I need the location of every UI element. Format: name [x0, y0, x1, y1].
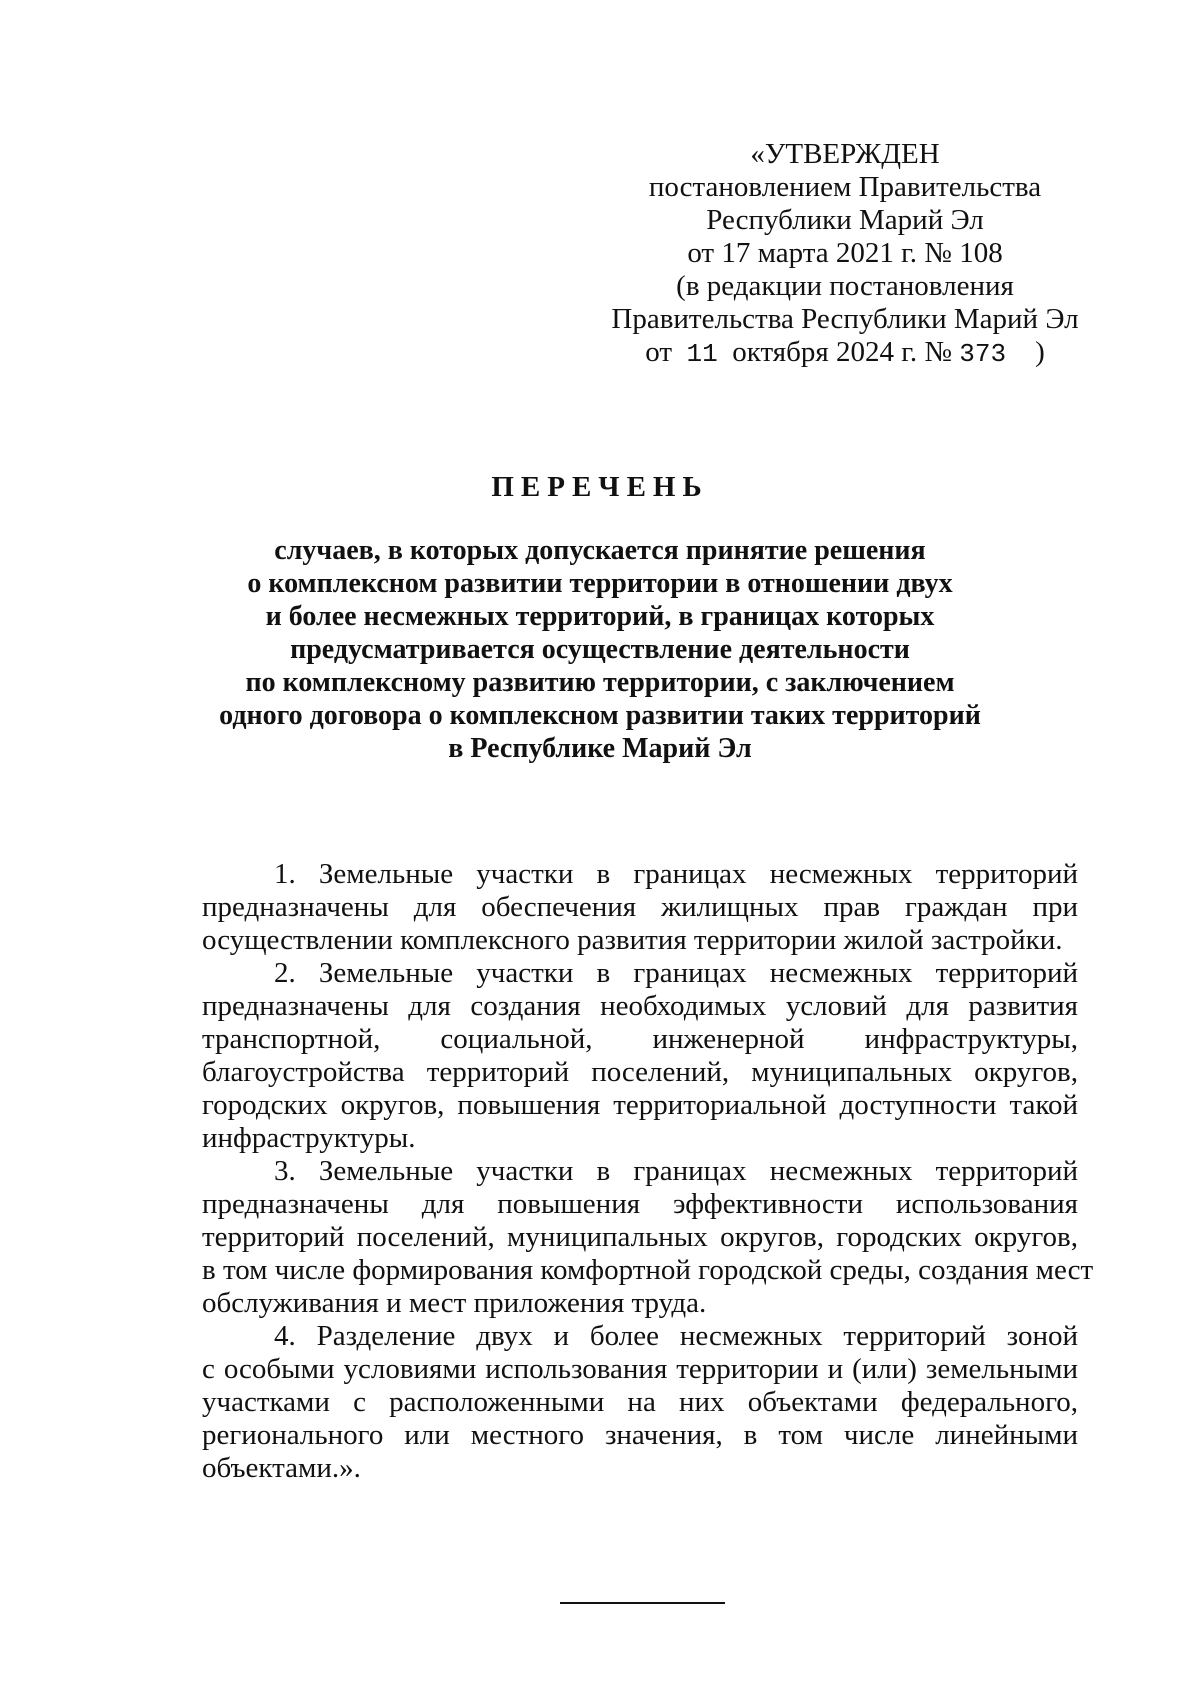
- paragraph-line: в том числе формирования комфортной городской среды, создания мест: [202, 1254, 1094, 1286]
- date-closing: ): [1006, 336, 1045, 368]
- approval-date-original: от 17 марта 2021 г. № 108: [687, 237, 1003, 269]
- paragraph-line: участками с расположенными на них объектами федерального,: [202, 1386, 1078, 1418]
- document-title: ПЕРЕЧЕНЬ: [491, 471, 709, 503]
- subtitle-line: предусматривается осуществление деятельности: [290, 634, 910, 665]
- paragraph-line: предназначены для повышения эффективности использования: [202, 1188, 1078, 1220]
- paragraph-line: благоустройства территорий поселений, муниципальных округов,: [202, 1056, 1078, 1088]
- date-prefix: от: [645, 336, 687, 368]
- paragraph-line: 3. Земельные участки в границах несмежных территорий: [274, 1155, 1078, 1187]
- list-item-1: [202, 858, 1078, 957]
- date-month-year: октября 2024 г. №: [717, 336, 960, 368]
- paragraph-line: 1. Земельные участки в границах несмежных территорий: [274, 858, 1078, 890]
- document-subtitle: [0, 534, 1200, 765]
- subtitle-line: по комплексному развитию территории, с заключением: [245, 667, 955, 698]
- paragraph-line: объектами.».: [202, 1452, 361, 1484]
- paragraph-line: 4. Разделение двух и более несмежных территорий зоной: [274, 1320, 1078, 1352]
- paragraph-line: осуществлении комплексного развития территории жилой застройки.: [202, 924, 1063, 956]
- approval-line: Республики Марий Эл: [706, 204, 984, 236]
- approval-line: (в редакции постановления: [676, 270, 1014, 302]
- list-item-2: [202, 957, 1078, 1155]
- list-item-3: [202, 1155, 1094, 1320]
- document-body: [202, 858, 1094, 1485]
- paragraph-line: предназначены для обеспечения жилищных прав граждан при: [202, 891, 1078, 923]
- approval-date-amended: [610, 336, 1080, 371]
- paragraph-line: инфраструктуры.: [202, 1122, 416, 1154]
- approval-line: Правительства Республики Марий Эл: [611, 303, 1079, 335]
- paragraph-line: предназначены для создания необходимых условий для развития: [202, 990, 1078, 1022]
- paragraph-line: с особыми условиями использования территории и (или) земельными: [202, 1353, 1078, 1385]
- approval-line: постановлением Правительства: [648, 171, 1042, 203]
- end-divider: [560, 1602, 725, 1604]
- paragraph-line: территорий поселений, муниципальных округов, городских округов,: [202, 1221, 1078, 1253]
- subtitle-line: и более несмежных территорий, в границах которых: [265, 601, 935, 632]
- paragraph-line: транспортной, социальной, инженерной инфраструктуры,: [202, 1023, 1078, 1055]
- paragraph-line: обслуживания и мест приложения труда.: [202, 1287, 707, 1319]
- approval-heading: «УТВЕРЖДЕН: [750, 138, 940, 170]
- paragraph-line: 2. Земельные участки в границах несмежных территорий: [274, 957, 1078, 989]
- subtitle-line: в Республике Марий Эл: [448, 733, 752, 764]
- date-day: 11: [686, 339, 718, 369]
- paragraph-line: регионального или местного значения, в том числе линейными: [202, 1419, 1078, 1451]
- document-number: 373: [959, 339, 1007, 369]
- subtitle-line: о комплексном развитии территории в отношении двух: [247, 568, 953, 599]
- approval-stamp: [610, 138, 1080, 371]
- list-item-4: [202, 1320, 1078, 1485]
- subtitle-line: одного договора о комплексном развитии таких территорий: [219, 700, 981, 731]
- paragraph-line: городских округов, повышения территориальной доступности такой: [202, 1089, 1078, 1121]
- subtitle-line: случаев, в которых допускается принятие решения: [274, 535, 926, 566]
